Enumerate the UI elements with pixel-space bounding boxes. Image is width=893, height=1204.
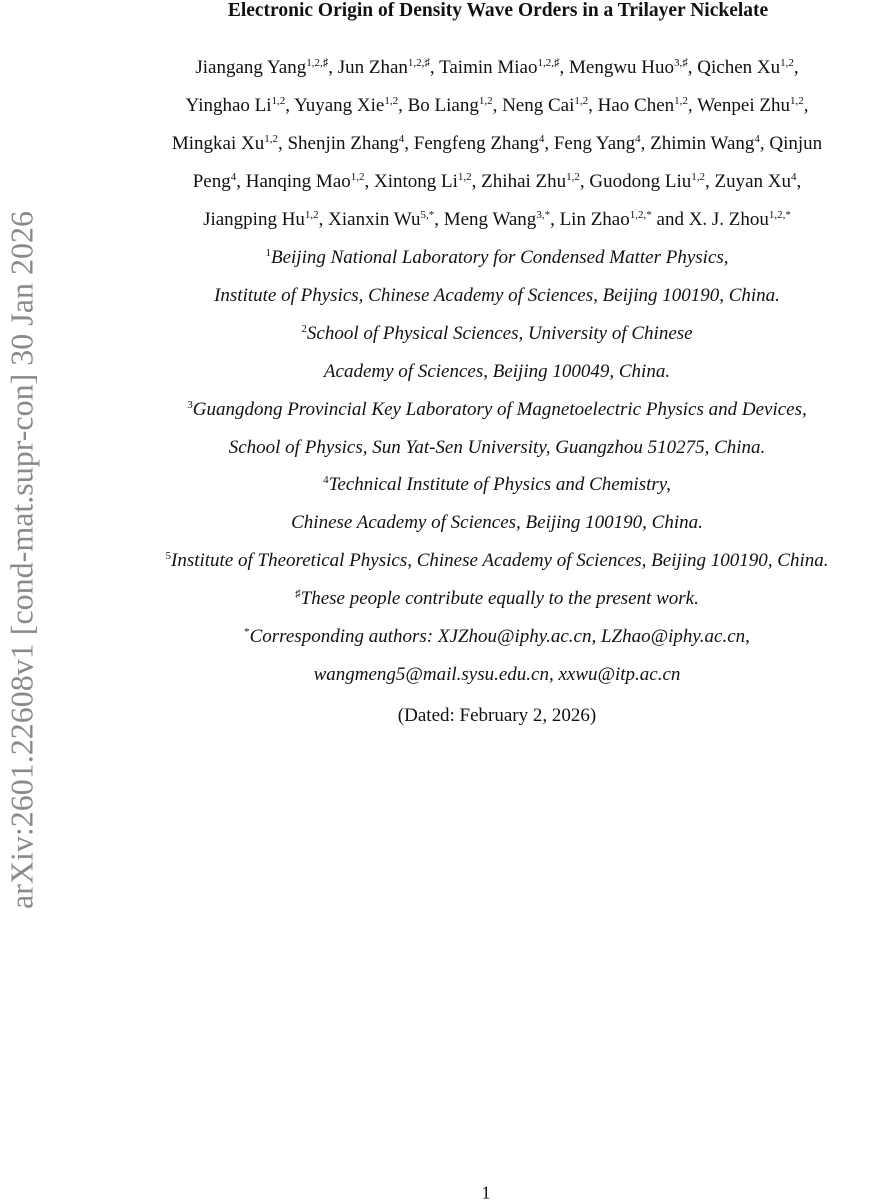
author-affiliation-marker: 4 xyxy=(635,132,641,145)
author-name: Yuyang Xie xyxy=(294,94,385,116)
affiliation-text: Guangdong Provincial Key Laboratory of Magnetoelectric Physics and Devices, xyxy=(192,398,807,420)
author-name: Hanqing Mao xyxy=(245,170,351,192)
author-line: Jiangping Hu$^{1,2}$, Xianxin $Wu^{5,*}$, Meng Wang$^{3,*}$, Lin Zhao$^{1,2,*}$ and X. J. Zhou$^{1,2,*}$ xyxy=(203,208,791,230)
author-affiliation-marker: 3,♯ xyxy=(674,57,688,69)
dated-line: (Dated: February 2, 2026) xyxy=(397,705,597,726)
affiliation-marker: 4 xyxy=(323,474,329,487)
author-name: Mengwu Huo xyxy=(568,57,675,78)
author-affiliation-marker: 1,2,* xyxy=(768,208,791,221)
author-name: Qinjun xyxy=(769,132,823,154)
author-affiliation-marker: 1,2 xyxy=(271,94,286,107)
affiliation-text: School of Physics, Sun Yat-Sen University, Guangzhou 510275, China. xyxy=(228,436,766,458)
author-name: Meng Wang xyxy=(443,208,537,230)
affiliation-text: Beijing National Laboratory for Condensed Matter Physics, xyxy=(270,246,729,268)
author-name: Hao Chen xyxy=(597,94,675,116)
affiliation-text: Corresponding authors: XJZhou@iphy.ac.cn, LZhao@iphy.ac.cn, xyxy=(249,626,750,648)
affiliation-line xyxy=(229,437,766,459)
author-affiliation-marker: 1,2 xyxy=(457,170,472,183)
author-affiliation-marker: 4 xyxy=(754,132,760,145)
affiliation-text: These people contribute equally to the present work. xyxy=(300,588,699,610)
affiliation-marker: 1 xyxy=(265,246,271,259)
author-name: Shenjin Zhang xyxy=(287,132,399,154)
affiliation-marker: * xyxy=(244,626,250,639)
affiliation-line xyxy=(166,550,829,572)
author-affiliation-marker: 3,* xyxy=(536,208,551,221)
author-affiliation-marker: 1,2 xyxy=(264,132,278,145)
author-line: Jiangang Yang$^{1,2,♯}$, Jun Zhan$^{1,2,♯}$, Taimin Miao$^{1,2,♯}$, Mengwu Huo$^{3,♯}$, Qichen Xu$^{1,2}$, xyxy=(195,57,799,78)
affiliation-text: Institute of Physics, Chinese Academy of Sciences, Beijing 100190, China. xyxy=(214,284,780,306)
author-name: Neng Cai xyxy=(502,94,575,116)
author-name: Bo Liang xyxy=(407,94,479,116)
affiliation-line xyxy=(265,247,728,269)
author-name: Peng xyxy=(192,170,231,192)
affiliation-marker: 5 xyxy=(165,550,171,563)
affiliation-line xyxy=(301,323,692,345)
author-name: Feng Yang xyxy=(553,132,636,154)
author-name: Xintong Li xyxy=(374,170,458,192)
affiliation-text: wangmeng5@mail.sysu.edu.cn, xxwu@itp.ac.cn xyxy=(313,664,681,686)
author-affiliation-marker: 1,2 xyxy=(674,94,688,107)
affiliation-text: Academy of Sciences, Beijing 100049, China. xyxy=(323,360,671,382)
author-affiliation-marker: 1,2 xyxy=(350,170,365,183)
author-name: Guodong Liu xyxy=(589,170,692,192)
affiliation-line xyxy=(214,285,780,307)
page-number: 1 xyxy=(481,1182,491,1203)
author-affiliation-marker: 4 xyxy=(538,132,545,145)
author-name: X. J. Zhou xyxy=(688,208,769,230)
affiliation-text: Chinese Academy of Sciences, Beijing 100190, China. xyxy=(291,512,703,534)
author-line: Peng$^4$, Hanqing Mao$^{1,2}$, Xintong Li$^{1,2}$, Zhihai Zhu$^{1,2}$, Guodong Liu$^{1,2}$, Zuyan Xu$^4$, xyxy=(192,170,802,192)
author-name: Jiangping Hu xyxy=(203,208,305,230)
author-name: Zhimin Wang xyxy=(650,132,755,154)
author-line: Mingkai Xu$^{1,2}$, Shenjin Zhang$^4$, Fengfeng Zhang$^4$, Feng Yang$^4$, Zhimin Wang$^4$, Qinjun xyxy=(171,132,823,154)
author-affiliation-marker: 1,2 xyxy=(304,208,319,221)
affiliation-marker: 2 xyxy=(301,322,307,335)
affiliation-line xyxy=(314,664,681,686)
author-affiliation-marker: 5,* xyxy=(420,208,435,221)
author-name: Qichen Xu xyxy=(697,57,781,78)
author-affiliation-marker: 4 xyxy=(230,170,237,183)
affiliation-marker: 3 xyxy=(187,398,193,411)
arxiv-stamp: arXiv:2601.22608v1 [cond-mat.supr-con] 30 Jan 2026 xyxy=(3,211,40,909)
author-name: Zhihai Zhu xyxy=(481,170,567,192)
affiliation-line xyxy=(295,588,699,610)
author-name: Yinghao Li xyxy=(185,94,272,116)
author-name: Zuyan Xu xyxy=(714,170,792,192)
affiliation-text: Technical Institute of Physics and Chemistry, xyxy=(328,474,671,496)
author-name: Taimin Miao xyxy=(439,57,538,78)
paper-title: Electronic Origin of Density Wave Orders in a Trilayer Nickelate xyxy=(227,0,769,21)
author-affiliation-marker: 4 xyxy=(398,132,405,145)
author-affiliation-marker: 1,2,♯ xyxy=(537,57,560,69)
author-affiliation-marker: 1,2 xyxy=(691,170,705,183)
author-affiliation-marker: 1,2,♯ xyxy=(306,57,329,69)
affiliation-marker: ♯ xyxy=(295,588,301,601)
affiliation-line xyxy=(187,399,807,421)
author-affiliation-marker: 1,2 xyxy=(384,94,399,107)
author-affiliation-marker: 1,2 xyxy=(789,94,804,107)
affiliation-line xyxy=(244,626,750,648)
affiliation-text: School of Physical Sciences, University of Chinese xyxy=(306,322,693,344)
author-affiliation-marker: 1,2,* xyxy=(629,208,652,221)
author-name: Xianxin Wu xyxy=(328,208,421,230)
author-affiliation-marker: 1,2 xyxy=(566,170,580,183)
author-name: Jiangang Yang xyxy=(195,57,307,78)
author-name: Wenpei Zhu xyxy=(697,94,790,116)
affiliation-line xyxy=(324,361,670,383)
author-name: Fengfeng Zhang xyxy=(413,132,539,154)
author-affiliation-marker: 4 xyxy=(791,170,797,183)
author-name: Mingkai Xu xyxy=(171,132,265,154)
affiliation-line xyxy=(323,474,671,496)
author-line: Yinghao Li$^{1,2}$, Yuyang Xie$^{1,2}$, Bo Liang$^{1,2}$, Neng Cai$^{1,2}$, Hao Chen$^{1,2}$, Wenpei Zhu$^{1,2}$, xyxy=(185,94,809,116)
author-affiliation-marker: 1,2,♯ xyxy=(407,57,430,69)
author-name: Jun Zhan xyxy=(337,57,408,78)
affiliation-text: Institute of Theoretical Physics, Chinese Academy of Sciences, Beijing 100190, China. xyxy=(171,550,829,572)
author-name: Lin Zhao xyxy=(559,208,630,230)
author-affiliation-marker: 1,2 xyxy=(478,94,493,107)
author-affiliation-marker: 1,2 xyxy=(574,94,589,107)
author-affiliation-marker: 1,2 xyxy=(780,57,794,69)
affiliation-line xyxy=(291,512,703,534)
